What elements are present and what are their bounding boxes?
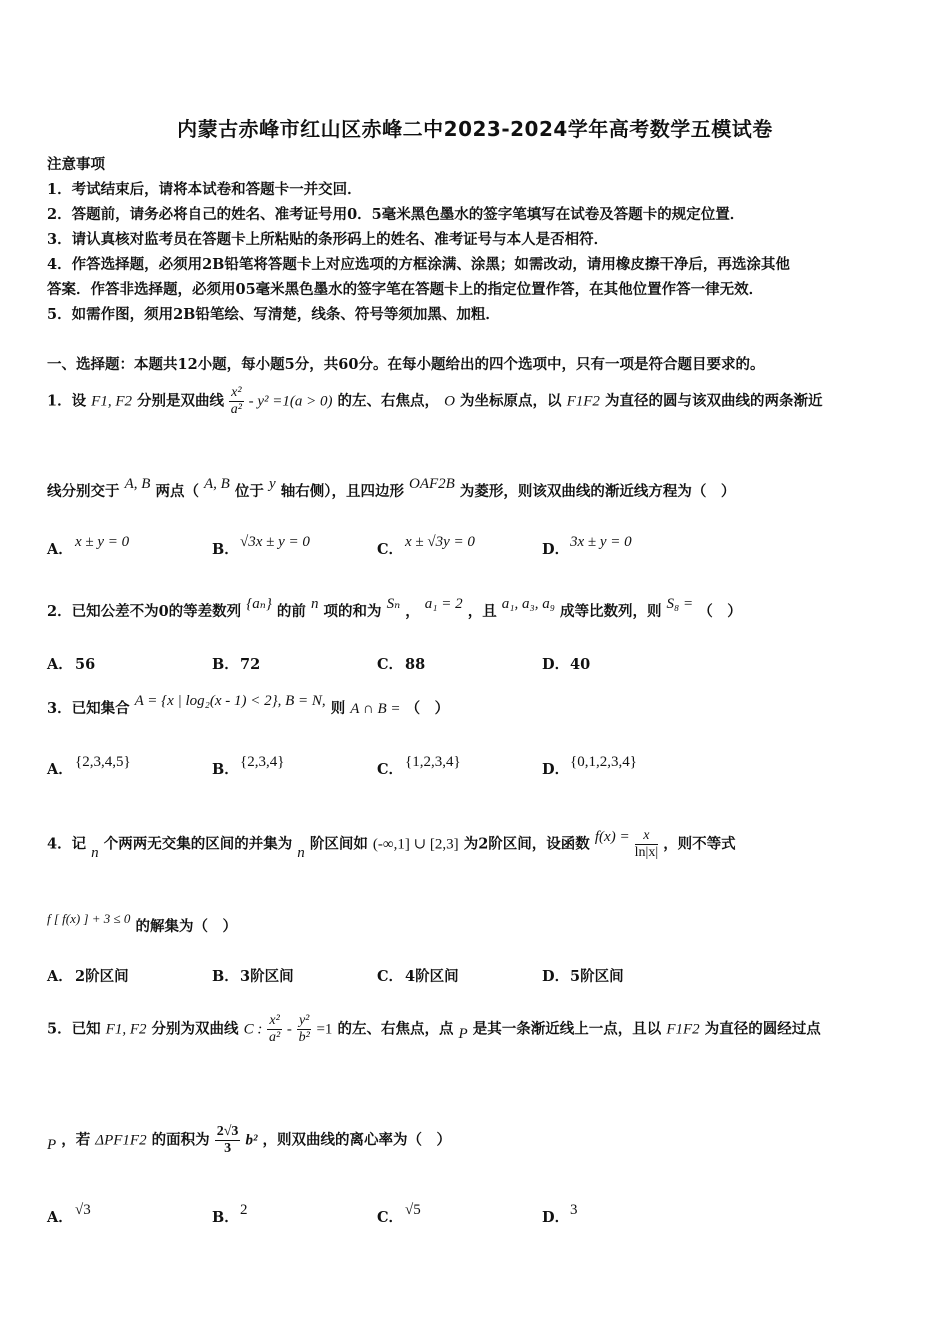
q4-text: 4．记 (47, 835, 87, 853)
q1-option-b[interactable] (212, 534, 310, 559)
q1-hyperbola-rest: - y² =1(a > 0) (248, 393, 333, 410)
option-text: 3 (570, 1202, 578, 1218)
q5-frac-num: x² (269, 1013, 280, 1028)
q2-option-a[interactable] (47, 653, 95, 674)
q2-terms: a₁, a₃, a₉ (501, 596, 555, 612)
q4-text: 个两两无交集的区间的并集为 (103, 835, 293, 853)
q5-frac-num: y² (298, 1013, 310, 1028)
q1-f1f2: F1F2 (566, 393, 600, 410)
q5-minus: - (286, 1021, 292, 1038)
question-1-line-2 (47, 476, 736, 501)
option-label: D． (542, 761, 570, 778)
q4-interval: (-∞,1] ∪ [2,3] (372, 836, 459, 853)
q1-option-a[interactable] (47, 534, 130, 559)
option-label: A． (47, 1209, 73, 1226)
q5-text: 5．已知 (47, 1020, 101, 1038)
q2-option-c[interactable] (377, 653, 425, 674)
question-5-line-1 (47, 1013, 821, 1046)
q1-origin: O (444, 393, 455, 410)
q2-option-b[interactable] (212, 653, 260, 674)
option-text: 3x ± y = 0 (570, 534, 632, 550)
question-2 (47, 596, 742, 621)
q1-option-d[interactable] (542, 534, 632, 559)
q3-intersection: A ∩ B = (350, 701, 401, 717)
q4-text: 为2阶区间，设函数 (463, 835, 590, 853)
q2-text: ，且 (467, 603, 497, 620)
question-4-line-1 (47, 828, 736, 861)
option-text: {1,2,3,4} (405, 754, 461, 770)
q5-frac-num: 2√3 (216, 1124, 239, 1139)
option-label: C． (377, 1209, 404, 1226)
q1-text: 轴右侧），且四边形 (280, 483, 404, 500)
q1-option-c[interactable] (377, 534, 475, 559)
q3-text: 则 (330, 700, 346, 717)
option-label: D． (542, 541, 570, 558)
q1-text: 线分别交于 (47, 483, 120, 500)
q1-text: 为坐标原点，以 (460, 392, 562, 410)
q4-frac-num: x (635, 828, 659, 845)
q4-n: n (91, 844, 99, 861)
option-label: B． (212, 541, 239, 558)
q4-option-c[interactable] (377, 965, 459, 986)
q2-n: n (310, 596, 319, 612)
option-text: √5 (405, 1202, 421, 1218)
q4-text: ，则不等式 (663, 835, 736, 853)
option-text: 4阶区间 (405, 968, 459, 985)
option-label: A． (47, 968, 73, 985)
q5-text: 的面积为 (151, 1131, 210, 1149)
q3-text: 3．已知集合 (47, 700, 130, 717)
option-text: 56 (75, 656, 96, 673)
option-label: D． (542, 968, 570, 985)
notice-item: 5．如需作图，须用2B铅笔绘、写清楚，线条、符号等须加黑、加粗． (47, 306, 500, 323)
q2-text: 项的和为 (323, 603, 382, 620)
q5-option-c[interactable] (377, 1202, 421, 1227)
notice-heading: 注意事项 (47, 156, 105, 173)
q5-point: P (458, 1025, 468, 1042)
q5-x-fraction (267, 1013, 281, 1046)
q1-foci: F1, F2 (91, 393, 132, 410)
q1-text: 分别是双曲线 (137, 392, 225, 410)
option-label: C． (377, 656, 404, 673)
q5-y-fraction (297, 1013, 311, 1046)
q5-text: ，若 (61, 1131, 91, 1149)
q2-option-d[interactable] (542, 653, 590, 674)
q2-text: （ ） (698, 603, 742, 620)
q2-text: 的前 (276, 603, 306, 620)
q5-point: P (47, 1136, 57, 1153)
q5-text: 的左、右焦点，点 (337, 1020, 454, 1038)
notice-item: 2．答题前，请务必将自己的姓名、准考证号用0．5毫米黑色墨水的签字笔填写在试卷及答题卡的规定位置． (47, 206, 745, 223)
q3-option-d[interactable] (542, 754, 637, 779)
option-text: 2 (240, 1202, 248, 1218)
q4-function-lhs: f(x) = (594, 828, 630, 845)
q4-frac-den: ln|x| (634, 845, 659, 860)
q1-ab-2: A, B (204, 476, 230, 492)
q5-frac-den: 3 (224, 1141, 232, 1156)
question-1-line-1 (47, 385, 822, 418)
q1-y: y (268, 476, 276, 492)
q1-hyperbola-fraction (229, 385, 243, 418)
option-text: √3 (75, 1202, 91, 1218)
notice-item: 4．作答选择题，必须用2B铅笔将答题卡上对应选项的方框涂满、涂黑；如需改动，请用橡皮擦干净后，再选涂其他 (47, 256, 790, 273)
option-label: A． (47, 761, 73, 778)
q4-text: 阶区间如 (309, 835, 368, 853)
q3-option-c[interactable] (377, 754, 461, 779)
option-label: B． (212, 656, 239, 673)
q2-s8: S₈ = (666, 596, 694, 612)
q5-f1f2: F1F2 (666, 1021, 700, 1038)
q5-text: 是其一条渐近线上一点，且以 (472, 1020, 662, 1038)
option-text: √3x ± y = 0 (240, 534, 310, 550)
q5-area-fraction (215, 1124, 241, 1157)
notice-item: 3．请认真核对监考员在答题卡上所粘贴的条形码上的姓名、准考证号与本人是否相符． (47, 231, 609, 248)
option-text: 3阶区间 (240, 968, 294, 985)
q5-equals: =1 (316, 1021, 333, 1038)
q5-text: ，则双曲线的离心率为（ ） (262, 1131, 452, 1149)
q5-triangle: ΔPF1F2 (95, 1132, 147, 1149)
option-label: B． (212, 1209, 239, 1226)
q2-sequence: {aₙ} (246, 596, 272, 612)
question-4-line-2 (47, 911, 237, 936)
option-text: 2阶区间 (75, 968, 129, 985)
q3-option-a[interactable] (47, 754, 131, 779)
q2-sn: Sₙ (386, 596, 401, 612)
q5-text: 为直径的圆经过点 (704, 1020, 821, 1038)
option-text: 40 (570, 656, 591, 673)
q4-function-fraction (635, 828, 659, 861)
q5-frac-den: b² (298, 1030, 310, 1045)
q1-text: 位于 (234, 483, 264, 500)
option-label: A． (47, 656, 73, 673)
q5-b-squared: b² (245, 1132, 258, 1149)
option-label: D． (542, 1209, 570, 1226)
q1-text: 的左、右焦点， (337, 392, 440, 410)
q3-option-b[interactable] (212, 754, 285, 779)
q5-frac-den: a² (269, 1030, 281, 1045)
option-label: B． (212, 761, 239, 778)
q4-n: n (297, 844, 305, 861)
option-text: 5阶区间 (570, 968, 624, 985)
section-heading: 一、选择题：本题共12小题，每小题5分，共60分。在每小题给出的四个选项中，只有一项是符合题目要求的。 (47, 356, 765, 373)
page-title: 内蒙古赤峰市红山区赤峰二中2023-2024学年高考数学五模试卷 (177, 117, 773, 141)
q2-text: ， (405, 603, 420, 620)
q5-option-b[interactable] (212, 1202, 248, 1227)
q4-option-d[interactable] (542, 965, 624, 986)
q2-a1: a₁ = 2 (424, 596, 463, 612)
option-text: 88 (405, 656, 426, 673)
q5-foci: F1, F2 (105, 1021, 147, 1038)
q5-option-d[interactable] (542, 1202, 578, 1227)
q1-text: 两点（ (155, 483, 199, 500)
question-5-line-2 (47, 1124, 451, 1157)
option-label: C． (377, 761, 404, 778)
notice-item: 1．考试结束后，请将本试卷和答题卡一并交回． (47, 181, 362, 198)
q4-option-a[interactable] (47, 965, 129, 986)
q2-text: 成等比数列，则 (559, 603, 662, 620)
q5-text: 分别为双曲线 (151, 1020, 239, 1038)
q5-option-a[interactable] (47, 1202, 91, 1227)
q4-inequality: f [ f(x) ] + 3 ≤ 0 (47, 911, 131, 926)
option-label: B． (212, 968, 239, 985)
option-text: {2,3,4} (240, 754, 285, 770)
option-text: {0,1,2,3,4} (570, 754, 637, 770)
q1-frac-num: x² (231, 385, 242, 400)
q1-text: 为直径的圆与该双曲线的两条渐近 (604, 392, 823, 410)
option-text: 72 (240, 656, 261, 673)
notice-item: 答案．作答非选择题，必须用05毫米黑色墨水的签字笔在答题卡上的指定位置作答，在其他位置作答一律无效． (47, 281, 764, 298)
q1-frac-den: a² (230, 402, 242, 417)
question-3 (47, 693, 450, 718)
q4-option-b[interactable] (212, 965, 294, 986)
option-label: A． (47, 541, 73, 558)
option-text: {2,3,4,5} (75, 754, 131, 770)
q3-text: （ ） (405, 700, 450, 717)
q3-set-definition: A = {x | log₂(x - 1) < 2}, B = N, (134, 693, 326, 709)
option-text: x ± y = 0 (75, 534, 130, 550)
option-label: C． (377, 541, 404, 558)
q1-ab: A, B (124, 476, 151, 492)
option-label: D． (542, 656, 570, 673)
q1-text: 为菱形，则该双曲线的渐近线方程为（ ） (459, 483, 736, 500)
option-text: x ± √3y = 0 (405, 534, 475, 550)
q2-text: 2．已知公差不为0的等差数列 (47, 603, 242, 620)
q1-num: 1．设 (47, 392, 87, 410)
option-label: C． (377, 968, 404, 985)
q5-curve-name: C : (243, 1021, 263, 1038)
q1-quadrilateral: OAF2B (409, 476, 455, 492)
q4-text: 的解集为（ ） (135, 918, 237, 935)
